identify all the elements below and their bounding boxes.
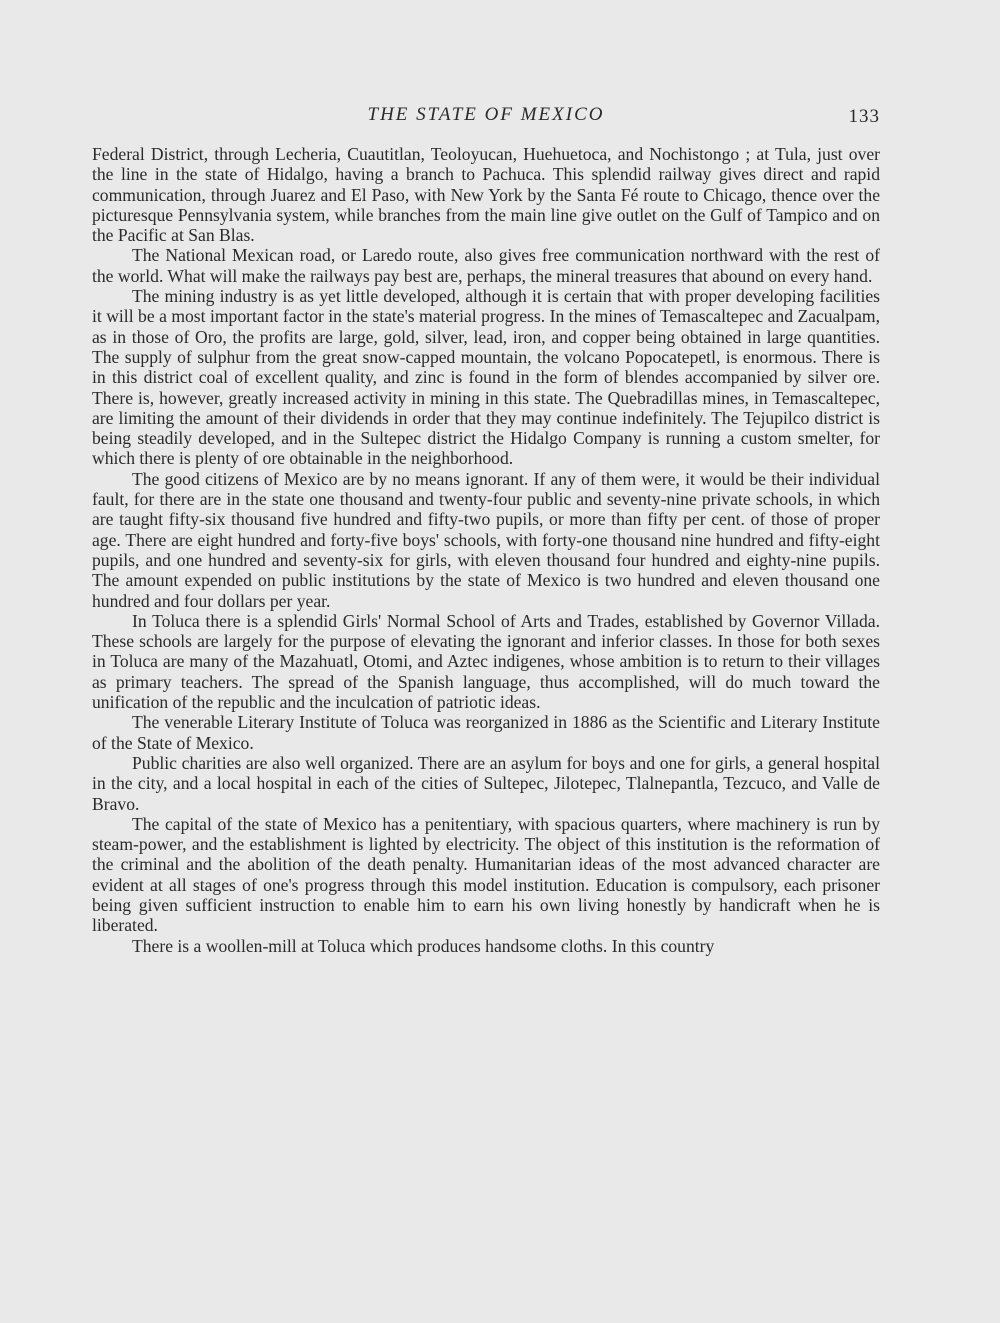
page-number: 133 xyxy=(848,106,880,127)
paragraph-railway-continuation: Federal District, through Lecheria, Cuautitlan, Teoloyucan, Huehuetoca, and Nochistongo ; at Tula, just over the line in the state of Hidalgo, having a branch to Pachuca. This splendid railway gives direct and rapid communication, through Juarez and El Paso, with New York by the Santa Fé route to Chicago, thence over the picturesque Pennsylvania system, while branches from the main line give outlet on the Gulf of Tampico and on the Pacific at San Blas. xyxy=(92,144,880,246)
running-title: THE STATE OF MEXICO xyxy=(367,104,605,125)
page-header xyxy=(92,104,880,134)
paragraph-penitentiary: The capital of the state of Mexico has a penitentiary, with spacious quarters, where machinery is run by steam-power, and the establishment is lighted by electricity. The object of this institution is the reformation of the criminal and the abolition of the death penalty. Humanitarian ideas of the most advanced character are evident at all stages of one's progress through this model institution. Education is compulsory, each prisoner being given sufficient instruction to enable him to earn his own living honestly by handicraft when he is liberated. xyxy=(92,813,880,936)
paragraph-mining: The mining industry is as yet little developed, although it is certain that with proper developing facilities it will be a most important factor in the state's material progress. In the mines of Temascaltepec and Zacualpam, as in those of Oro, the profits are large, gold, silver, lead, iron, and copper being obtained in large quantities. The supply of sulphur from the great snow-capped mountain, the volcano Popocatepetl, is enormous. There is in this district coal of excellent quality, and zinc is found in the form of blendes accompanied by silver ore. There is, however, greatly increased activity in mining in this state. The Quebradillas mines, in Temascaltepec, are limiting the amount of their dividends in order that they may continue indefinitely. The Tejupilco district is being steadily developed, and in the Sultepec district the Hidalgo Company is running a custom smelter, for which there is plenty of ore obtainable in the neighborhood. xyxy=(92,286,880,469)
paragraph-charities: Public charities are also well organized. There are an asylum for boys and one for girls, a general hospital in the city, and a local hospital in each of the cities of Sultepec, Jilotepec, Tlalnepantla, Tezcuco, and Valle de Bravo. xyxy=(92,752,880,814)
paragraph-schools: The good citizens of Mexico are by no means ignorant. If any of them were, it would be their individual fault, for there are in the state one thousand and twenty-four public and seventy-nine private schools, in which are taught fifty-six thousand five hundred and fifty-two pupils, or more than fifty per cent. of those of proper age. There are eight hundred and forty-five boys' schools, with forty-one thousand nine hundred and fifty-eight pupils, and one hundred and seventy-six for girls, with eleven thousand four hundred and eighty-nine pupils. The amount expended on public institutions by the state of Mexico is two hundred and eleven thousand one hundred and four dollars per year. xyxy=(92,468,880,611)
paragraph-woollen-mill: There is a woollen-mill at Toluca which produces handsome cloths. In this country xyxy=(132,935,715,956)
paragraph-national-road: The National Mexican road, or Laredo route, also gives free communication northward with the rest of the world. What will make the railways pay best are, perhaps, the mineral treasures that abound on every hand. xyxy=(92,245,880,286)
body-text xyxy=(92,144,880,956)
paragraph-literary-institute: The venerable Literary Institute of Toluca was reorganized in 1886 as the Scientific and Literary Institute of the State of Mexico. xyxy=(92,712,880,753)
paragraph-normal-school: In Toluca there is a splendid Girls' Normal School of Arts and Trades, established by Governor Villada. These schools are largely for the purpose of elevating the ignorant and inferior classes. In those for both sexes in Toluca are many of the Mazahuatl, Otomi, and Aztec indigenes, whose ambition is to return to their villages as primary teachers. The spread of the Spanish language, thus accomplished, will do much toward the unification of the republic and the inculcation of patriotic ideas. xyxy=(92,610,880,713)
